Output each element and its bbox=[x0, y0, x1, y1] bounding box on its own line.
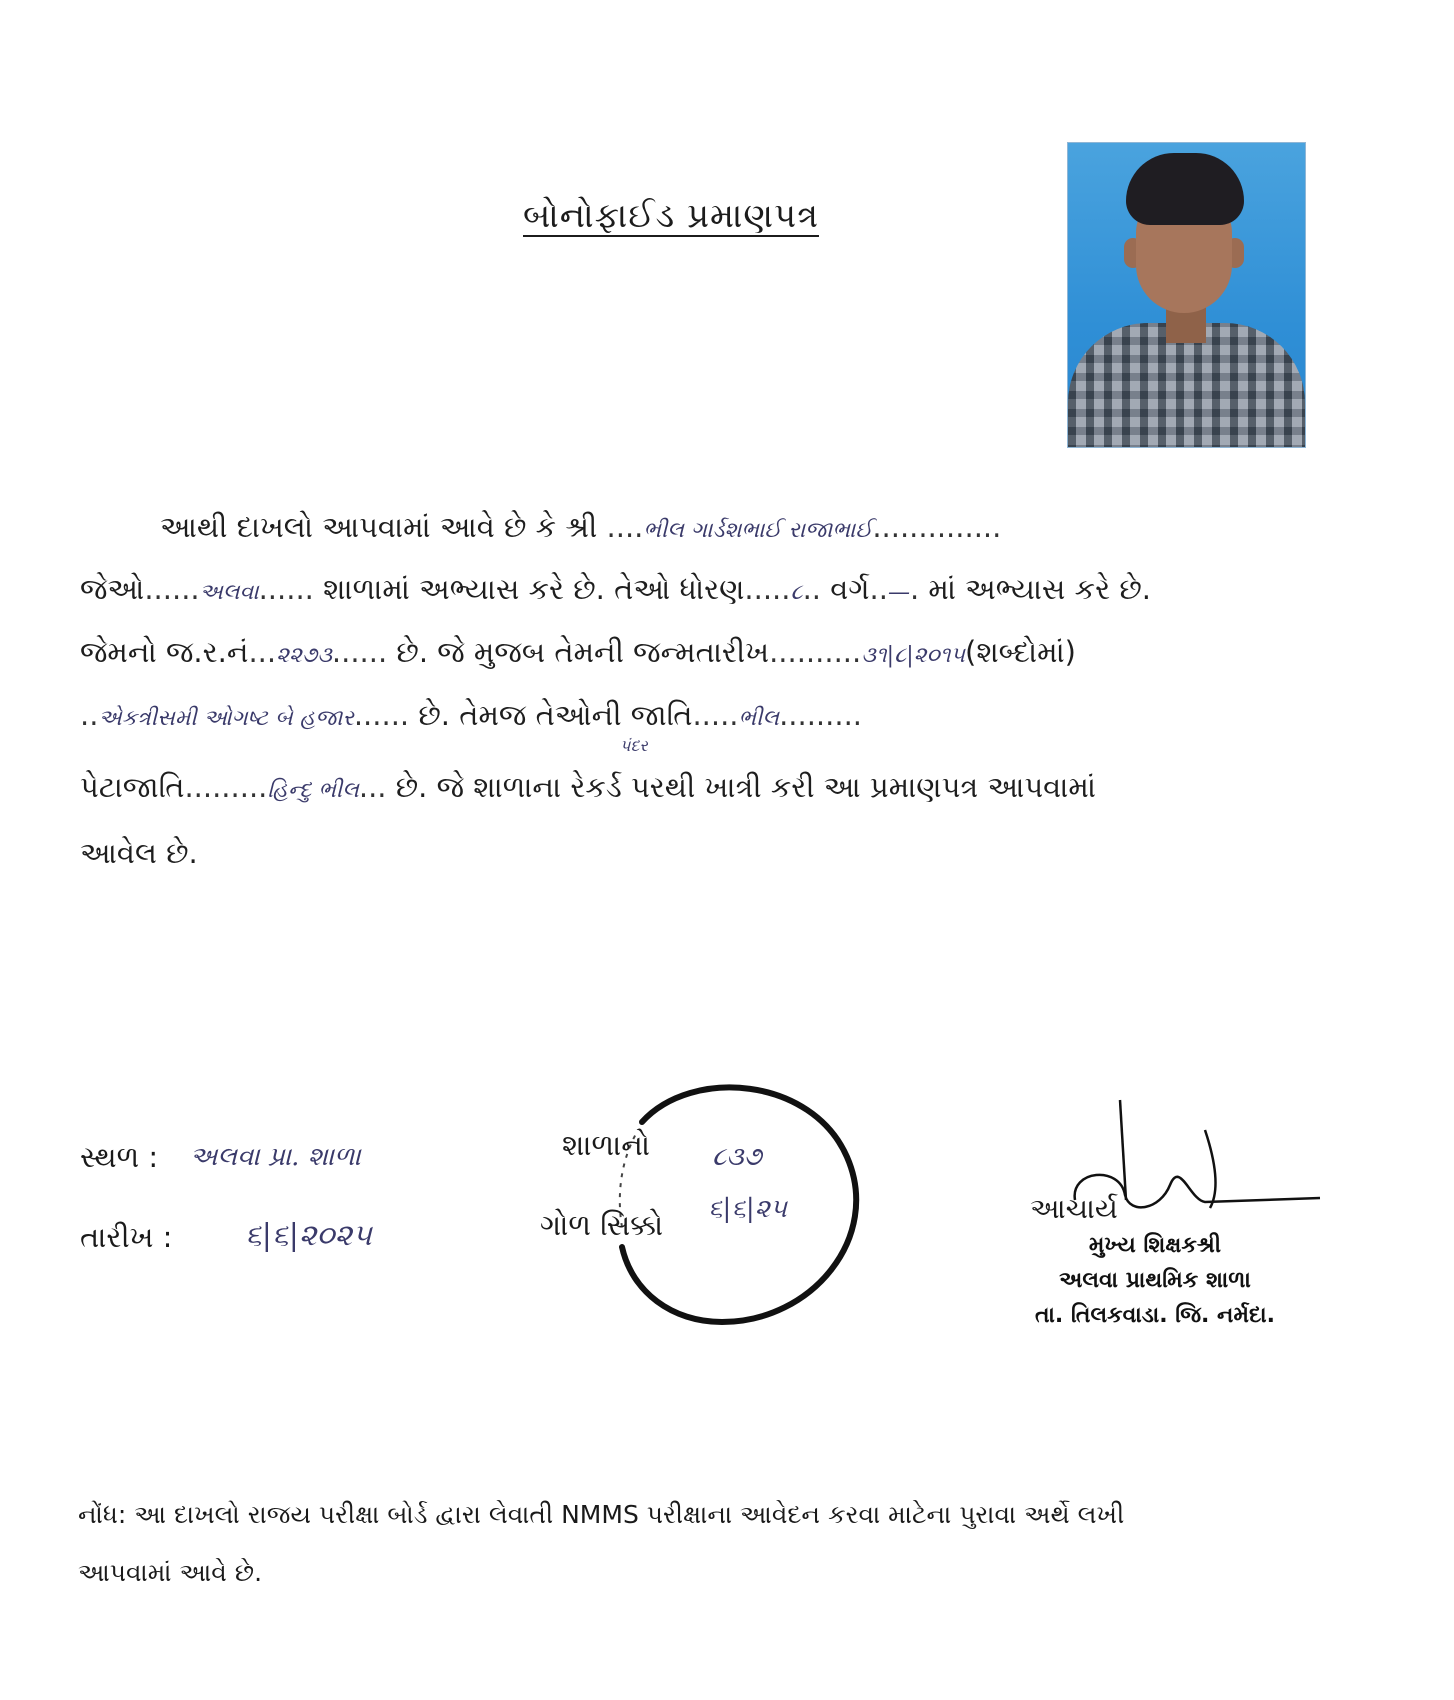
certificate-title: બોનોફાઈડ પ્રમાણપત્ર bbox=[523, 196, 819, 236]
line2-text-b: શાળામાં અભ્યાસ કરે છે. તેઓ ધોરણ bbox=[323, 572, 745, 606]
line4-text-b: છે. તેમજ તેઓની જાતિ bbox=[418, 698, 693, 732]
body-line-2: જેઓ......અલવા...... શાળામાં અભ્યાસ કરે છે. તેઓ ધોરણ.....૮.. વર્ગ..—. માં અભ્યાસ કરે છે. bbox=[80, 572, 1151, 606]
line2-text-d: માં અભ્યાસ કરે છે. bbox=[928, 572, 1151, 606]
standard-value: ૮ bbox=[790, 580, 803, 605]
birth-date-in-words-continued: પંદર bbox=[620, 736, 648, 755]
student-photo bbox=[1067, 142, 1306, 448]
date-label: તારીખ : bbox=[80, 1220, 173, 1254]
gr-number: ૨૨૭૩ bbox=[276, 643, 332, 668]
caste-value: ભીલ bbox=[738, 706, 780, 731]
signature-line-2: અલવા પ્રાથમિક શાળા bbox=[1059, 1268, 1251, 1293]
body-line-4: ..એકત્રીસમી ઓગષ્ટ બે હજાર...... છે. તેમજ તેઓની જાતિ.....ભીલ......... bbox=[80, 698, 863, 732]
line1-text: આથી દાખલો આપવામાં આવે છે કે શ્રી bbox=[160, 510, 598, 544]
stamp-inner-number: ૮૩૭ bbox=[712, 1142, 762, 1172]
line2-text-c: વર્ગ bbox=[830, 572, 870, 606]
note-line-2: આપવામાં આવે છે. bbox=[78, 1558, 263, 1587]
body-line-1: આથી દાખલો આપવામાં આવે છે કે શ્રી ....ભીલ ગાર્ડશભાઈ રાજાભાઈ.............. bbox=[160, 510, 1002, 544]
birth-date-in-words: એકત્રીસમી ઓગષ્ટ બે હજાર bbox=[98, 706, 354, 731]
line3-text-a: જેમનો જ.ર.નં bbox=[80, 635, 249, 669]
stamp-label-line2: ગોળ સિક્કો bbox=[540, 1208, 664, 1242]
in-words-label: (શબ્દોમાં) bbox=[965, 635, 1076, 669]
signature-title: આચાર્ય bbox=[1030, 1192, 1118, 1225]
student-name: ભીલ ગાર્ડશભાઈ રાજાભાઈ bbox=[643, 518, 873, 543]
stamp-inner-date: ૬|૬|૨૫ bbox=[708, 1194, 787, 1224]
place-label: સ્થળ : bbox=[80, 1140, 159, 1174]
body-line-3: જેમનો જ.ર.નં...૨૨૭૩...... છે. જે મુજબ તેમની જન્મતારીખ..........૩૧|૮|૨૦૧૫(શબ્દોમાં) bbox=[80, 635, 1076, 669]
body-line-6: આવેલ છે. bbox=[80, 836, 198, 870]
line5-text-a: પેટાજાતિ bbox=[80, 770, 185, 804]
school-name-handwritten: અલવા bbox=[199, 580, 259, 605]
date-value: ૬|૬|૨૦૨૫ bbox=[245, 1218, 372, 1253]
line3-text-b: છે. જે મુજબ તેમની જન્મતારીખ bbox=[396, 635, 770, 669]
signature-line-3: તા. તિલકવાડા. જિ. નર્મદા. bbox=[1034, 1303, 1276, 1328]
place-value: અલવા પ્રા. શાળા bbox=[190, 1142, 361, 1172]
note-line-1: નોંધ: આ દાખલો રાજય પરીક્ષા બોર્ડ દ્વારા લેવાતી NMMS પરીક્ષાના આવેદન કરવા માટેના પુરાવા અર્થે લખી bbox=[78, 1500, 1125, 1529]
sub-caste-value: હિન્દુ ભીલ bbox=[267, 778, 359, 803]
signature-line-1: મુખ્ય શિક્ષકશ્રી bbox=[1088, 1233, 1222, 1258]
line5-text-b: છે. જે શાળાના રેકર્ડ પરથી ખાત્રી કરી આ પ્રમાણપત્ર આપવામાં bbox=[395, 770, 1096, 804]
stamp-label-line1: શાળાનો bbox=[562, 1128, 651, 1162]
birth-date: ૩૧|૮|૨૦૧૫ bbox=[861, 643, 965, 668]
line2-text-a: જેઓ bbox=[80, 572, 145, 606]
body-line-5: પેટાજાતિ.........હિન્દુ ભીલ... છે. જે શાળાના રેકર્ડ પરથી ખાત્રી કરી આ પ્રમાણપત્ર આપવામાં bbox=[80, 770, 1096, 804]
class-value: — bbox=[887, 580, 910, 605]
